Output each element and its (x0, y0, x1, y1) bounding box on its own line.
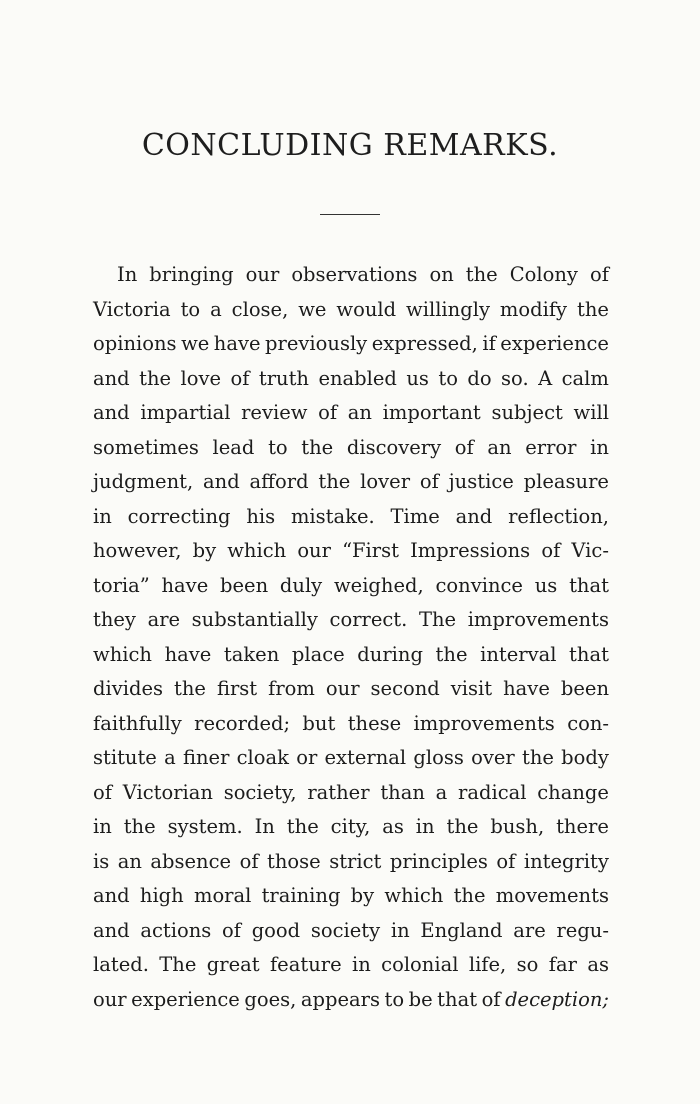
word: strict (329, 849, 382, 873)
word: the (446, 815, 479, 838)
text-line-words (93, 845, 609, 880)
word: so (516, 953, 539, 976)
emphasized-word: deception; (505, 987, 609, 1011)
text-line-words (93, 534, 609, 569)
text-line (93, 293, 609, 328)
word: afford (249, 470, 309, 493)
text-line (93, 500, 609, 535)
word: judgment, (93, 470, 194, 493)
word: pleasure (523, 470, 609, 493)
word: those (267, 849, 321, 873)
word: a (164, 746, 176, 769)
word: the (318, 470, 351, 493)
word: that (569, 573, 609, 597)
word: great (206, 953, 260, 976)
text-line-words (117, 258, 609, 293)
text-line-words (93, 500, 609, 535)
word: bringing (149, 263, 234, 286)
word: in (93, 815, 112, 838)
word: visit (450, 677, 493, 700)
word: gloss (413, 746, 464, 769)
word: than (380, 780, 425, 804)
word: in (390, 918, 410, 942)
word: and (93, 401, 130, 424)
word: bush, (490, 815, 545, 838)
text-line-words (93, 948, 609, 983)
word: system. (167, 815, 243, 838)
word: substantially (191, 608, 318, 631)
word: which (384, 884, 444, 907)
text-line (93, 258, 609, 293)
word: previously (265, 332, 368, 355)
word: improvements (413, 711, 555, 735)
word: In (117, 263, 138, 286)
word: willingly (406, 297, 490, 321)
word: first (216, 677, 258, 700)
word: on (429, 263, 454, 286)
word: correcting (127, 504, 231, 528)
word: improvements (467, 608, 609, 631)
word: of (93, 780, 112, 804)
word: they (93, 608, 136, 631)
word: us (406, 366, 429, 390)
word: recorded; (194, 711, 291, 735)
text-line-words (93, 983, 609, 1018)
word: as (382, 815, 404, 838)
text-line (93, 362, 609, 397)
text-line (93, 879, 609, 914)
text-line (93, 707, 609, 742)
word: principles (389, 849, 488, 873)
word: to (438, 366, 458, 390)
word: cloak (236, 746, 289, 769)
text-line-words (93, 293, 609, 328)
word: truth (258, 366, 309, 390)
word: review (241, 401, 308, 424)
word: to (268, 435, 288, 459)
word: and (93, 918, 130, 942)
word: lead (212, 435, 255, 459)
word: however, (93, 539, 182, 562)
title-rule (320, 214, 380, 215)
word: finer (182, 746, 230, 769)
text-line (93, 569, 609, 604)
word: are (147, 608, 181, 631)
word: lated. (93, 953, 149, 976)
word: these (347, 711, 402, 735)
word: in (93, 504, 112, 528)
word: convince (435, 573, 523, 597)
word: radical (458, 780, 527, 804)
word: good (251, 918, 301, 942)
word: far (548, 953, 577, 976)
word: close, (231, 297, 289, 321)
word: opinions (93, 332, 177, 355)
word: life, (468, 953, 507, 976)
word: discovery (346, 435, 442, 459)
text-line-words (93, 431, 609, 466)
word: over (471, 746, 515, 769)
word: appears (300, 987, 380, 1011)
word: training (261, 884, 341, 907)
word: con- (567, 711, 609, 735)
word: love (180, 366, 222, 390)
word: which (93, 642, 152, 666)
word: The (159, 953, 197, 976)
text-line-words (93, 396, 609, 431)
word: weighed, (333, 573, 424, 597)
text-line (93, 672, 609, 707)
word: our (325, 677, 360, 700)
word: been (560, 677, 609, 700)
word: the (123, 815, 156, 838)
chapter-title: CONCLUDING REMARKS. (141, 128, 559, 163)
word: subject (491, 401, 563, 424)
word: by (350, 884, 375, 907)
text-line-words (93, 879, 609, 914)
text-line-words (93, 362, 609, 397)
body-text (93, 258, 609, 1017)
word: of (589, 263, 609, 286)
text-line-words (93, 327, 609, 362)
word: absence (150, 849, 232, 873)
word: important (382, 401, 481, 424)
text-line (93, 465, 609, 500)
word: have (161, 573, 209, 597)
word: our (297, 539, 331, 562)
word: and (93, 366, 130, 390)
word: taken (223, 642, 280, 666)
word: are (513, 918, 546, 942)
word: duly (279, 573, 323, 597)
word: lover (360, 470, 411, 493)
word: as (587, 953, 609, 976)
word: Victoria (93, 297, 171, 321)
text-line-words (93, 810, 609, 845)
word: if (482, 332, 496, 355)
word: the (174, 677, 206, 700)
word: during (357, 642, 423, 666)
word: so. (501, 366, 529, 390)
word: of (230, 366, 250, 390)
word: is (93, 849, 110, 873)
word: there (556, 815, 609, 838)
word: and (93, 884, 130, 907)
word: of (481, 987, 501, 1011)
text-line-words (93, 465, 609, 500)
word: “First (342, 539, 399, 562)
word: the (577, 297, 609, 321)
word: and (455, 504, 493, 528)
word: the (286, 815, 319, 838)
word: of (318, 401, 338, 424)
text-line-last (93, 983, 609, 1018)
word: external (324, 746, 407, 769)
word: actions (140, 918, 212, 942)
word: or (296, 746, 318, 769)
word: In (254, 815, 275, 838)
word: would (336, 297, 397, 321)
word: Colony (509, 263, 578, 286)
word: Time (390, 504, 440, 528)
word: experience (500, 332, 609, 355)
word: the (521, 746, 554, 769)
word: in (351, 953, 371, 976)
word: The (418, 608, 457, 631)
text-line (93, 741, 609, 776)
text-line-words (93, 569, 609, 604)
word: his (246, 504, 276, 528)
word: have (164, 642, 212, 666)
word: correct. (329, 608, 408, 631)
word: the (301, 435, 334, 459)
word: we (181, 332, 210, 355)
word: us (534, 573, 558, 597)
word: have (503, 677, 550, 700)
text-line (93, 948, 609, 983)
text-line (93, 396, 609, 431)
word: society, (223, 780, 297, 804)
word: modify (499, 297, 568, 321)
word: stitute (93, 746, 157, 769)
word: enabled (318, 366, 397, 390)
text-line-words (93, 741, 609, 776)
word: reflection, (508, 504, 609, 528)
word: England (420, 918, 503, 942)
word: feature (269, 953, 342, 976)
word: expressed, (371, 332, 478, 355)
word: goes, (244, 987, 297, 1011)
word: of (222, 918, 241, 942)
word: which (227, 539, 287, 562)
word: do (467, 366, 492, 390)
word: second (370, 677, 440, 700)
word: mistake. (290, 504, 375, 528)
word: a (210, 297, 222, 321)
word: the (453, 884, 486, 907)
word: an (487, 435, 512, 459)
word: society (310, 918, 381, 942)
word: Impressions (410, 539, 531, 562)
text-line (93, 534, 609, 569)
word: body (561, 746, 609, 769)
word: in (415, 815, 435, 838)
text-line (93, 776, 609, 811)
word: faithfully (93, 711, 182, 735)
word: to (384, 987, 405, 1011)
word: we (298, 297, 327, 321)
word: colonial (381, 953, 459, 976)
word: high (139, 884, 184, 907)
word: moral (193, 884, 252, 907)
word: an (347, 401, 372, 424)
word: rather (307, 780, 370, 804)
word: of (541, 539, 561, 562)
word: of (454, 435, 474, 459)
word: from (268, 677, 315, 700)
text-line-words (93, 707, 609, 742)
word: justice (448, 470, 514, 493)
word: an (117, 849, 142, 873)
word: interval (480, 642, 557, 666)
word: been (220, 573, 269, 597)
word: have (213, 332, 261, 355)
text-line (93, 638, 609, 673)
text-line-words (93, 914, 609, 949)
word: experience (131, 987, 240, 1011)
word: and (203, 470, 240, 493)
text-line (93, 845, 609, 880)
word: our (245, 263, 280, 286)
word: in (590, 435, 609, 459)
word: the (465, 263, 498, 286)
word: of (239, 849, 259, 873)
word: to (180, 297, 201, 321)
text-line-words (93, 603, 609, 638)
word: will (573, 401, 609, 424)
word: observations (291, 263, 418, 286)
word: the (435, 642, 468, 666)
word: A (538, 366, 553, 390)
word: regu- (556, 918, 609, 942)
word: Victorian (122, 780, 213, 804)
text-line-words (93, 776, 609, 811)
word: city, (330, 815, 371, 838)
word: the (139, 366, 172, 390)
word: our (93, 987, 127, 1011)
word: place (291, 642, 345, 666)
word: be (408, 987, 433, 1011)
text-line (93, 431, 609, 466)
word: by (192, 539, 217, 562)
word: toria” (93, 573, 150, 597)
word: Vic- (571, 539, 609, 562)
text-line (93, 327, 609, 362)
text-line (93, 810, 609, 845)
word: that (437, 987, 478, 1011)
word: divides (93, 677, 164, 700)
word: integrity (523, 849, 609, 873)
word: sometimes (93, 435, 199, 459)
text-line (93, 914, 609, 949)
text-line (93, 603, 609, 638)
word: but (302, 711, 336, 735)
word: of (496, 849, 516, 873)
word: that (569, 642, 609, 666)
word: a (435, 780, 448, 804)
text-line-words (93, 672, 609, 707)
word: of (419, 470, 439, 493)
text-line-words (93, 638, 609, 673)
word: change (537, 780, 609, 804)
word: error (525, 435, 577, 459)
word: calm (561, 366, 609, 390)
word: movements (495, 884, 609, 907)
word: impartial (140, 401, 231, 424)
